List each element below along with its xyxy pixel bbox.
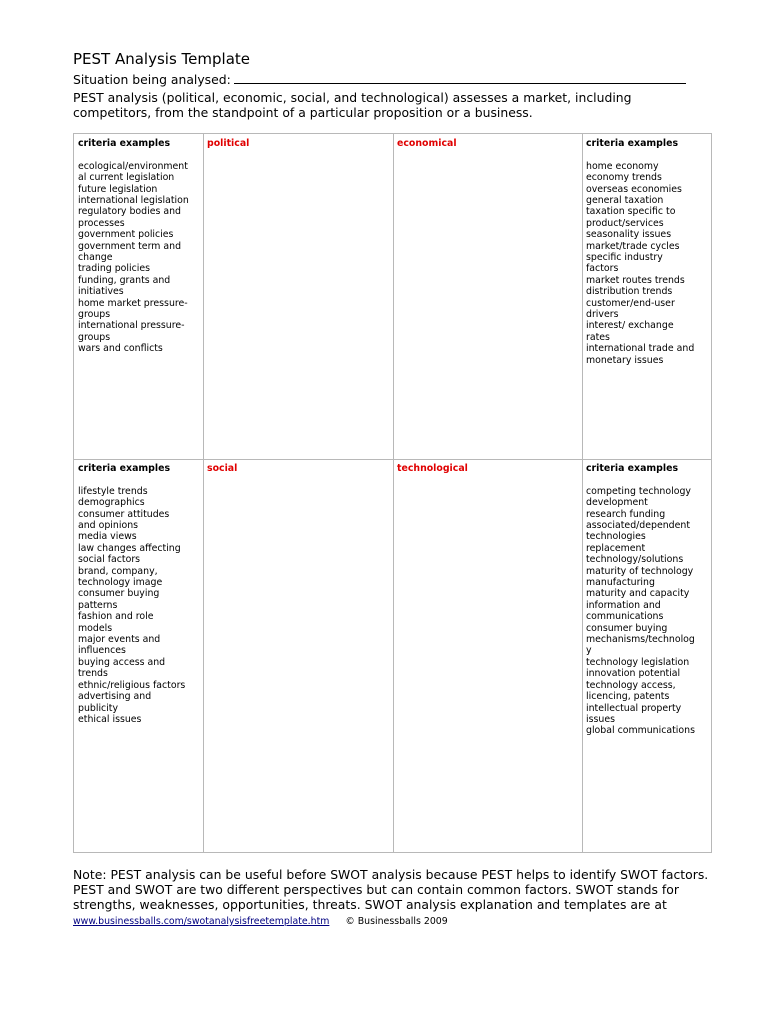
criteria-item: major events and: [78, 634, 161, 646]
situation-blank-field[interactable]: [234, 72, 686, 84]
column-divider: [203, 134, 204, 852]
criteria-item: competing technology: [586, 485, 691, 497]
criteria-item: regulatory bodies and: [78, 206, 181, 218]
criteria-item: patterns: [78, 599, 118, 611]
criteria-item: international pressure-: [78, 320, 185, 332]
criteria-item: initiatives: [78, 286, 124, 298]
criteria-heading: criteria examples: [586, 138, 679, 149]
criteria-item: government term and: [78, 240, 182, 252]
column-divider: [582, 134, 583, 852]
criteria-item: buying access and: [78, 656, 166, 668]
criteria-item: communications: [586, 611, 664, 623]
criteria-item: lifestyle trends: [78, 485, 148, 497]
criteria-item: change: [78, 252, 113, 264]
criteria-item: economy trends: [586, 172, 662, 184]
criteria-item: manufacturing: [586, 577, 655, 589]
criteria-item: al current legislation: [78, 172, 175, 184]
criteria-item: ecological/environment: [78, 160, 188, 172]
criteria-item: and opinions: [78, 520, 139, 532]
criteria-item: factors: [586, 263, 619, 275]
criteria-item: government policies: [78, 229, 174, 241]
criteria-item: funding, grants and: [78, 274, 171, 286]
criteria-item: drivers: [586, 309, 619, 321]
copyright-text: © Businessballs 2009: [345, 916, 448, 927]
criteria-item: social factors: [78, 554, 141, 566]
criteria-item: international legislation: [78, 195, 189, 207]
political-heading: political: [207, 138, 250, 149]
criteria-item: issues: [586, 713, 615, 725]
criteria-item: ethnic/religious factors: [78, 679, 186, 691]
note-paragraph: [73, 867, 713, 929]
situation-line: [73, 72, 686, 87]
criteria-item: technology access,: [586, 679, 676, 691]
swot-template-link[interactable]: www.businessballs.com/swotanalysisfreetemplate.htm: [73, 916, 330, 927]
criteria-item: models: [78, 622, 113, 634]
criteria-item: international trade and: [586, 343, 695, 355]
column-divider: [393, 134, 394, 852]
criteria-item: ethical issues: [78, 713, 142, 725]
criteria-item: advertising and: [78, 691, 152, 703]
criteria-heading: criteria examples: [78, 138, 171, 149]
criteria-item: development: [586, 497, 648, 509]
criteria-item: customer/end-user: [586, 297, 675, 309]
note-text: Note: PEST analysis can be useful before SWOT analysis because PEST helps to identify SWOT factors. PEST and SWOT are two different perspectives but can contain common factors. SWOT stands for strengths, weaknesses, opportunities, threats. SWOT analysis explanation and templates are at: [73, 867, 709, 912]
criteria-item: consumer buying: [78, 588, 160, 600]
row-divider: [74, 459, 711, 460]
criteria-item: technology/solutions: [586, 554, 684, 566]
intro-paragraph: PEST analysis (political, economic, social, and technological) assesses a market, including competitors, from the standpoint of a particular proposition or a business.: [73, 90, 632, 120]
criteria-item: intellectual property: [586, 702, 682, 714]
criteria-item: maturity and capacity: [586, 588, 690, 600]
criteria-item: seasonality issues: [586, 229, 672, 241]
criteria-cell-technological: [586, 463, 710, 737]
technological-cell[interactable]: [397, 463, 579, 474]
criteria-item: replacement: [586, 542, 646, 554]
criteria-item: overseas economies: [586, 183, 682, 195]
criteria-item: maturity of technology: [586, 565, 694, 577]
criteria-item: mechanisms/technolog: [586, 634, 695, 646]
criteria-item: interest/ exchange: [586, 320, 674, 332]
criteria-list: [586, 161, 710, 366]
criteria-item: brand, company,: [78, 565, 158, 577]
criteria-item: global communications: [586, 725, 695, 737]
criteria-item: influences: [78, 645, 126, 657]
technological-heading: technological: [397, 463, 468, 474]
criteria-list: [78, 161, 202, 355]
criteria-item: home market pressure-: [78, 297, 188, 309]
criteria-item: groups: [78, 331, 111, 343]
criteria-item: trading policies: [78, 263, 151, 275]
criteria-item: distribution trends: [586, 286, 673, 298]
social-cell[interactable]: [207, 463, 389, 474]
criteria-item: rates: [586, 331, 610, 343]
criteria-cell-political: [78, 138, 202, 355]
political-cell[interactable]: [207, 138, 389, 149]
criteria-item: trends: [78, 668, 108, 680]
criteria-item: technologies: [586, 531, 646, 543]
situation-label: Situation being analysed:: [73, 72, 231, 87]
criteria-item: technology image: [78, 577, 163, 589]
criteria-item: product/services: [586, 217, 664, 229]
criteria-item: market/trade cycles: [586, 240, 680, 252]
criteria-item: demographics: [78, 497, 145, 509]
criteria-item: taxation specific to: [586, 206, 676, 218]
criteria-list: [78, 486, 202, 726]
criteria-item: specific industry: [586, 252, 663, 264]
pest-table: [73, 133, 712, 853]
criteria-cell-economical: [586, 138, 710, 366]
criteria-heading: criteria examples: [78, 463, 171, 474]
criteria-item: general taxation: [586, 195, 664, 207]
page-title: PEST Analysis Template: [73, 50, 250, 68]
criteria-item: y: [586, 645, 592, 657]
criteria-item: research funding: [586, 508, 666, 520]
criteria-item: market routes trends: [586, 274, 685, 286]
criteria-item: monetary issues: [586, 354, 664, 366]
economical-heading: economical: [397, 138, 457, 149]
economical-cell[interactable]: [397, 138, 579, 149]
criteria-item: law changes affecting: [78, 542, 181, 554]
criteria-item: wars and conflicts: [78, 343, 163, 355]
criteria-item: publicity: [78, 702, 119, 714]
criteria-item: licencing, patents: [586, 691, 670, 703]
criteria-cell-social: [78, 463, 202, 725]
criteria-item: groups: [78, 309, 111, 321]
criteria-list: [586, 486, 710, 737]
criteria-item: associated/dependent: [586, 520, 691, 532]
criteria-item: information and: [586, 599, 661, 611]
criteria-item: consumer buying: [586, 622, 668, 634]
criteria-item: fashion and role: [78, 611, 154, 623]
criteria-item: processes: [78, 217, 125, 229]
social-heading: social: [207, 463, 238, 474]
criteria-item: technology legislation: [586, 656, 690, 668]
criteria-item: media views: [78, 531, 137, 543]
criteria-item: innovation potential: [586, 668, 681, 680]
criteria-item: consumer attitudes: [78, 508, 170, 520]
criteria-item: future legislation: [78, 183, 158, 195]
criteria-heading: criteria examples: [586, 463, 679, 474]
criteria-item: home economy: [586, 160, 659, 172]
